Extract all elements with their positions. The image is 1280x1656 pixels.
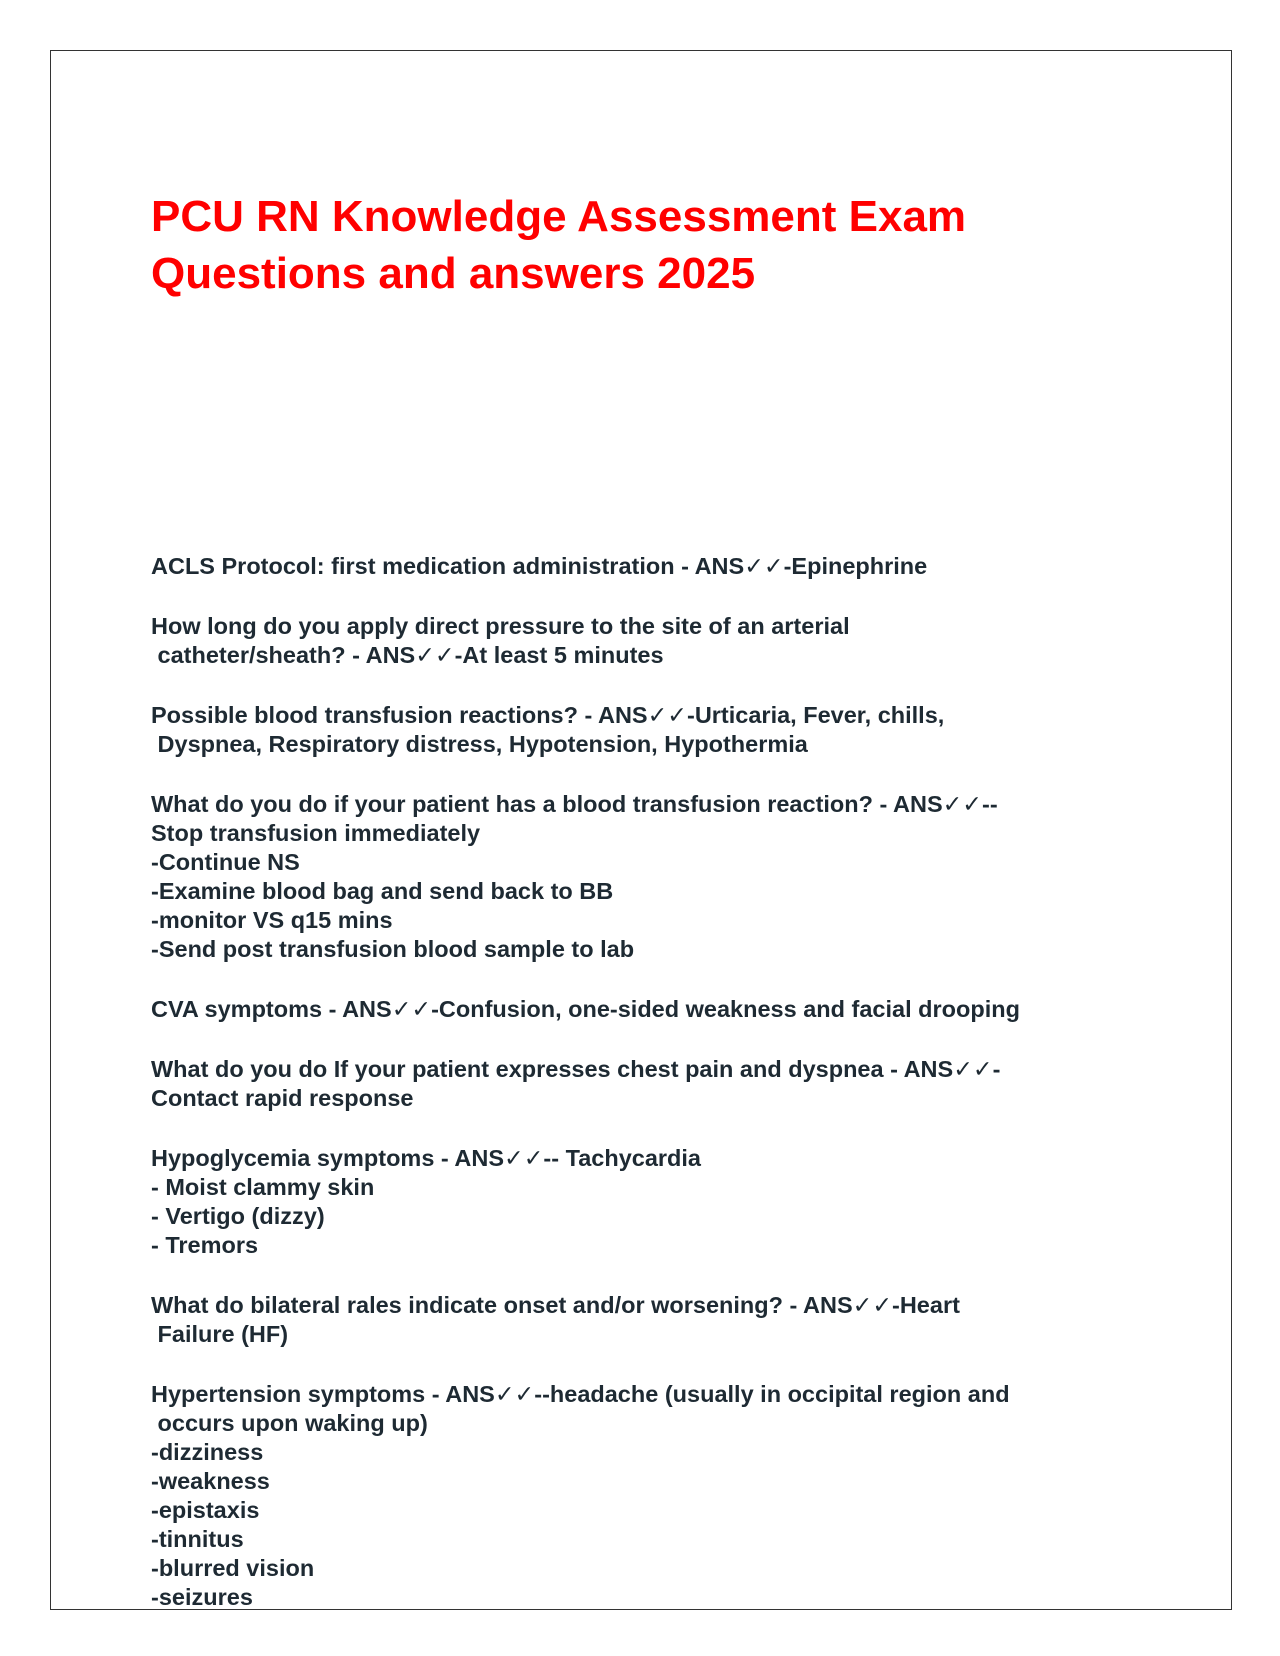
qa-item bbox=[151, 701, 1131, 759]
qa-item bbox=[151, 552, 1131, 581]
qa-line: Hypertension symptoms - ANS✓✓--headache (usually in occipital region and bbox=[151, 1381, 1010, 1407]
qa-line: -monitor VS q15 mins bbox=[151, 907, 393, 933]
qa-line: -seizures bbox=[151, 1584, 253, 1610]
qa-line: How long do you apply direct pressure to the site of an arterial bbox=[151, 613, 850, 639]
qa-line: - Moist clammy skin bbox=[151, 1174, 375, 1200]
qa-line: What do you do If your patient expresses chest pain and dyspnea - ANS✓✓- bbox=[151, 1056, 1001, 1082]
qa-line: -Send post transfusion blood sample to lab bbox=[151, 936, 635, 962]
qa-item bbox=[151, 1144, 1131, 1260]
qa-line: CVA symptoms - ANS✓✓-Confusion, one-sided weakness and facial drooping bbox=[151, 996, 1020, 1022]
qa-line: - Vertigo (dizzy) bbox=[151, 1203, 325, 1229]
qa-line: Failure (HF) bbox=[151, 1321, 289, 1347]
qa-item bbox=[151, 612, 1131, 670]
qa-line: What do you do if your patient has a blood transfusion reaction? - ANS✓✓-- bbox=[151, 791, 998, 817]
qa-line: -Continue NS bbox=[151, 849, 300, 875]
qa-line: catheter/sheath? - ANS✓✓-At least 5 minutes bbox=[151, 642, 664, 668]
qa-line: Dyspnea, Respiratory distress, Hypotension, Hypothermia bbox=[151, 731, 808, 757]
qa-line: What do bilateral rales indicate onset and/or worsening? - ANS✓✓-Heart bbox=[151, 1292, 960, 1318]
qa-line: -dizziness bbox=[151, 1439, 264, 1465]
qa-list bbox=[151, 552, 1131, 1643]
qa-line: -tinnitus bbox=[151, 1526, 244, 1552]
qa-line: -weakness bbox=[151, 1468, 270, 1494]
title-line-1: PCU RN Knowledge Assessment Exam bbox=[151, 192, 967, 241]
qa-item bbox=[151, 1055, 1131, 1113]
title-line-2: Questions and answers 2025 bbox=[151, 249, 756, 298]
qa-line: - Tremors bbox=[151, 1232, 259, 1258]
qa-line: ACLS Protocol: first medication administration - ANS✓✓-Epinephrine bbox=[151, 553, 928, 579]
qa-line: Hypoglycemia symptoms - ANS✓✓-- Tachycardia bbox=[151, 1145, 702, 1171]
document-title bbox=[151, 188, 1151, 302]
qa-line: occurs upon waking up) bbox=[151, 1410, 428, 1436]
qa-line: -epistaxis bbox=[151, 1497, 260, 1523]
qa-line: -Examine blood bag and send back to BB bbox=[151, 878, 614, 904]
qa-item bbox=[151, 1291, 1131, 1349]
qa-item bbox=[151, 995, 1131, 1024]
qa-line: Contact rapid response bbox=[151, 1085, 414, 1111]
qa-item bbox=[151, 790, 1131, 964]
qa-line: Possible blood transfusion reactions? - ANS✓✓-Urticaria, Fever, chills, bbox=[151, 702, 945, 728]
qa-line: Stop transfusion immediately bbox=[151, 820, 481, 846]
qa-line: -blurred vision bbox=[151, 1555, 315, 1581]
qa-item bbox=[151, 1380, 1131, 1612]
